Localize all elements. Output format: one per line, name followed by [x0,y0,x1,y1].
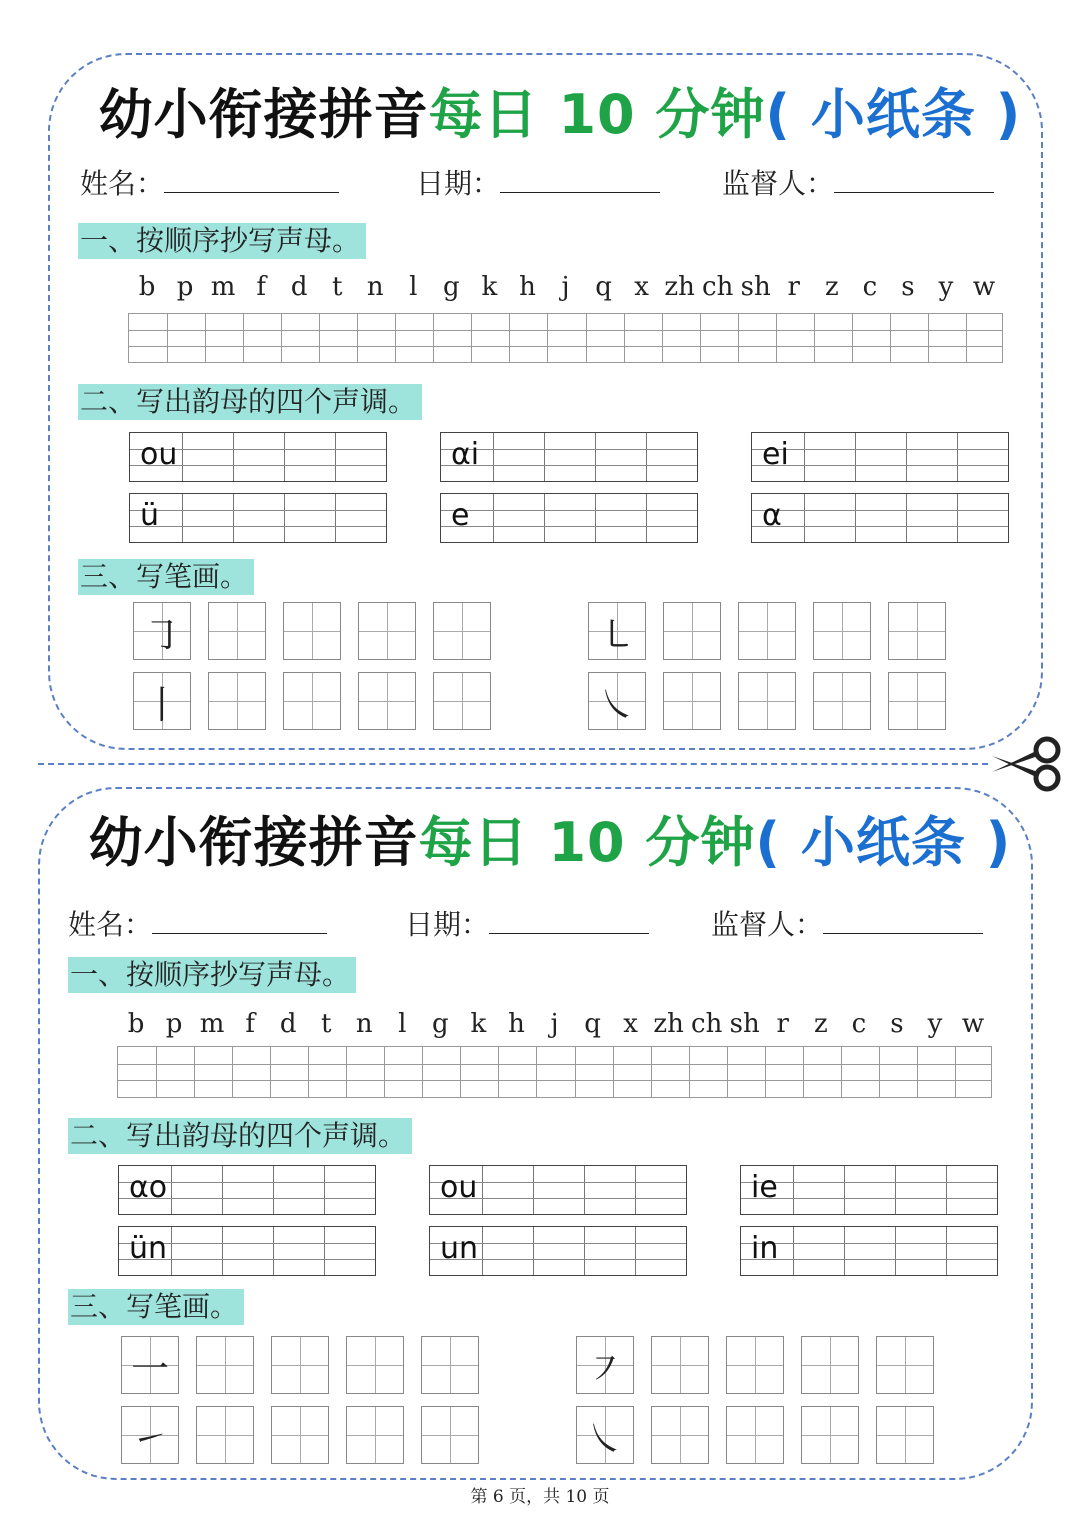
worksheet-title [40,72,1080,149]
date-field[interactable] [405,903,649,943]
vowel-tone-grid[interactable] [118,1226,376,1276]
stroke-practice-box[interactable] [888,602,946,660]
grid-column-line [793,1166,794,1214]
vowel-tone-grid[interactable] [118,1165,376,1215]
grid-column-line [284,433,285,481]
initials-row [117,1009,992,1041]
section-1-heading: 一、按顺序抄写声母。 [68,957,356,993]
title-part-3: ( 小纸条 ) [765,83,1022,146]
initial-letter: y [927,1009,943,1039]
grid-column-line [957,433,958,481]
initial-letter: g [432,1009,449,1039]
grid-column-line [222,1227,223,1275]
name-field[interactable] [80,162,339,202]
stroke-practice-box[interactable] [208,602,266,660]
name-blank[interactable] [164,190,339,193]
grid-column-line [536,1047,537,1097]
grid-column-line [222,1166,223,1214]
date-label: 日期： [405,908,490,941]
supervisor-field[interactable] [722,162,994,202]
vowel-tone-grid[interactable] [429,1226,687,1276]
stroke-practice-box[interactable] [876,1406,934,1464]
initial-letter: j [561,272,570,302]
grid-column-line [243,314,244,362]
stroke-practice-box[interactable] [346,1406,404,1464]
stroke-practice-box[interactable] [283,602,341,660]
grid-column-line [906,494,907,542]
grid-row-line [441,449,697,450]
stroke-practice-box[interactable] [208,672,266,730]
grid-column-line [776,314,777,362]
vowel-label: un [440,1231,479,1266]
vowel-label: ie [751,1170,778,1205]
initial-letter: zh [664,272,695,302]
initial-letter: l [398,1009,407,1039]
initial-letter: zh [653,1009,684,1039]
grid-row-line [741,1182,997,1183]
grid-column-line [498,1047,499,1097]
grid-column-line [804,433,805,481]
grid-column-line [357,314,358,362]
stroke-practice-box[interactable] [588,602,646,660]
stroke-practice-box[interactable] [358,602,416,660]
supervisor-label: 监督人： [722,167,835,200]
grid-column-line [493,494,494,542]
grid-row-line [752,465,1008,466]
vowel-tone-grid[interactable] [740,1226,998,1276]
grid-column-line [547,314,548,362]
section-1-heading: 一、按顺序抄写声母。 [78,223,366,259]
grid-column-line [493,433,494,481]
initials-writing-grid[interactable] [117,1046,992,1098]
initial-letter: ch [702,272,734,302]
grid-column-line [335,433,336,481]
date-blank[interactable] [500,190,660,193]
stroke-practice-box[interactable] [358,672,416,730]
stroke-practice-box[interactable] [813,602,871,660]
grid-column-line [841,1047,842,1097]
vowel-label: ou [140,437,178,472]
grid-column-line [793,1227,794,1275]
grid-column-line [346,1047,347,1097]
stroke-sample: 一 [130,1346,169,1391]
initial-letter: k [481,272,498,302]
grid-column-line [273,1166,274,1214]
stroke-practice-box[interactable] [588,672,646,730]
initial-letter: n [366,272,384,302]
stroke-practice-box[interactable] [651,1406,709,1464]
stroke-practice-box[interactable] [663,672,721,730]
initials-writing-grid[interactable] [128,313,1003,363]
stroke-practice-box[interactable] [433,672,491,730]
grid-column-line [384,1047,385,1097]
initial-letter: p [165,1009,183,1039]
grid-column-line [879,1047,880,1097]
grid-column-line [167,314,168,362]
grid-column-line [584,1227,585,1275]
grid-column-line [906,433,907,481]
section-3-heading: 三、写笔画。 [78,559,254,595]
stroke-practice-box[interactable] [576,1336,634,1394]
grid-column-line [844,1166,845,1214]
grid-column-line [284,494,285,542]
initial-letter: z [824,272,839,302]
stroke-practice-box[interactable] [421,1406,479,1464]
date-field[interactable] [416,162,660,202]
grid-column-line [281,314,282,362]
grid-column-line [308,1047,309,1097]
stroke-sample: ㇏ [597,682,636,727]
initial-letter: b [138,272,156,302]
grid-column-line [319,314,320,362]
grid-column-line [595,494,596,542]
initial-letter: ch [691,1009,723,1039]
grid-column-line [803,1047,804,1097]
stroke-practice-box[interactable] [133,602,191,660]
grid-column-line [635,1166,636,1214]
vowel-label: e [451,498,470,533]
grid-column-line [482,1166,483,1214]
grid-column-line [584,1166,585,1214]
initial-letter: c [851,1009,867,1039]
initial-letter: r [776,1009,789,1039]
stroke-practice-box[interactable] [421,1336,479,1394]
initial-letter: n [355,1009,373,1039]
stroke-practice-box[interactable] [271,1336,329,1394]
grid-column-line [156,1047,157,1097]
grid-column-line [814,314,815,362]
vowel-tone-grid[interactable] [751,493,1009,543]
vowel-label: ün [129,1231,168,1266]
grid-column-line [890,314,891,362]
initial-letter: w [961,1009,985,1039]
grid-column-line [471,314,472,362]
initial-letter: t [332,272,343,302]
initial-letter: b [127,1009,145,1039]
grid-column-line [595,433,596,481]
grid-column-line [917,1047,918,1097]
grid-column-line [765,1047,766,1097]
vowel-tone-grid[interactable] [429,1165,687,1215]
grid-column-line [544,433,545,481]
grid-column-line [624,314,625,362]
grid-column-line [586,314,587,362]
grid-row-line [130,526,386,527]
grid-column-line [509,314,510,362]
stroke-sample: ㇀ [130,1416,169,1461]
vowel-label: in [751,1231,779,1266]
stroke-sample: ㇇ [585,1346,624,1391]
grid-column-line [928,314,929,362]
grid-column-line [855,433,856,481]
grid-column-line [544,494,545,542]
grid-row-line [441,465,697,466]
supervisor-blank[interactable] [823,931,983,934]
stroke-practice-box[interactable] [801,1406,859,1464]
initial-letter: h [508,1009,525,1039]
initial-letter: r [787,272,800,302]
grid-column-line [270,1047,271,1097]
stroke-practice-box[interactable] [283,672,341,730]
initial-letter: d [290,272,308,302]
name-label: 姓名： [68,908,153,941]
stroke-practice-box[interactable] [133,672,191,730]
grid-column-line [182,494,183,542]
grid-column-line [727,1047,728,1097]
initial-letter: p [176,272,194,302]
stroke-practice-box[interactable] [813,672,871,730]
vowel-label: αo [129,1170,168,1205]
vowel-tone-grid[interactable] [440,493,698,543]
stroke-practice-box[interactable] [196,1406,254,1464]
cut-line [38,763,988,765]
grid-row-line [752,526,1008,527]
stroke-practice-box[interactable] [651,1336,709,1394]
title-part-3: ( 小纸条 ) [755,811,1012,874]
stroke-practice-box[interactable] [433,602,491,660]
initial-letter: k [470,1009,487,1039]
vowel-label: α [762,498,782,533]
initial-letter: t [321,1009,332,1039]
stroke-practice-box[interactable] [663,602,721,660]
grid-column-line [646,433,647,481]
initial-letter: w [972,272,996,302]
grid-column-line [171,1166,172,1214]
stroke-practice-box[interactable] [726,1406,784,1464]
initial-letter: c [862,272,878,302]
grid-column-line [635,1227,636,1275]
grid-column-line [273,1227,274,1275]
vowel-tone-grid[interactable] [751,432,1009,482]
initial-letter: y [938,272,954,302]
title-part-1: 幼小衔接拼音 [98,83,429,146]
vowel-tone-grid[interactable] [440,432,698,482]
grid-column-line [844,1227,845,1275]
name-blank[interactable] [152,931,327,934]
initial-letter: q [584,1009,601,1039]
stroke-practice-box[interactable] [726,1336,784,1394]
grid-column-line [957,494,958,542]
grid-column-line [533,1227,534,1275]
initial-letter: l [409,272,418,302]
vowel-label: ei [762,437,789,472]
grid-column-line [335,494,336,542]
grid-column-line [946,1227,947,1275]
grid-column-line [855,494,856,542]
stroke-practice-box[interactable] [121,1406,179,1464]
grid-column-line [613,1047,614,1097]
grid-column-line [233,494,234,542]
grid-row-line [118,1064,991,1065]
grid-column-line [651,1047,652,1097]
supervisor-label: 监督人： [711,908,824,941]
grid-column-line [689,1047,690,1097]
grid-column-line [232,1047,233,1097]
grid-column-line [395,314,396,362]
vowel-label: ü [140,498,160,533]
grid-column-line [646,494,647,542]
grid-column-line [482,1227,483,1275]
grid-column-line [700,314,701,362]
supervisor-blank[interactable] [834,190,994,193]
grid-column-line [460,1047,461,1097]
grid-row-line [129,330,1002,331]
date-label: 日期： [416,167,501,200]
title-part-2: 每日 10 分钟 [418,811,756,874]
initial-letter: m [210,272,236,302]
grid-row-line [741,1198,997,1199]
initial-letter: g [443,272,460,302]
initial-letter: h [519,272,536,302]
grid-row-line [741,1259,997,1260]
worksheet-title-bottom [20,800,1080,877]
grid-column-line [955,1047,956,1097]
title-part-2: 每日 10 分钟 [428,83,766,146]
stroke-practice-box[interactable] [888,672,946,730]
stroke-practice-box[interactable] [738,602,796,660]
stroke-practice-box[interactable] [121,1336,179,1394]
grid-column-line [324,1227,325,1275]
grid-column-line [895,1227,896,1275]
initial-letter: s [901,272,915,302]
grid-row-line [118,1080,991,1081]
initial-letter: m [199,1009,225,1039]
stroke-sample: 丨 [142,682,181,727]
scissors-icon [990,736,1064,792]
initial-letter: x [634,272,649,302]
title-part-1: 幼小衔接拼音 [88,811,419,874]
grid-row-line [129,346,1002,347]
initial-letter: q [595,272,612,302]
grid-column-line [804,494,805,542]
grid-row-line [752,449,1008,450]
stroke-practice-box[interactable] [196,1336,254,1394]
section-3-heading: 三、写笔画。 [68,1289,244,1325]
grid-row-line [752,510,1008,511]
grid-column-line [324,1166,325,1214]
grid-column-line [575,1047,576,1097]
stroke-practice-box[interactable] [801,1336,859,1394]
stroke-practice-box[interactable] [876,1336,934,1394]
initial-letter: j [550,1009,559,1039]
supervisor-field[interactable] [711,903,983,943]
initial-letter: x [623,1009,638,1039]
grid-row-line [130,510,386,511]
initials-row [128,272,1003,304]
grid-column-line [205,314,206,362]
initial-letter: f [256,272,266,302]
stroke-practice-box[interactable] [738,672,796,730]
grid-column-line [422,1047,423,1097]
grid-column-line [895,1166,896,1214]
grid-column-line [171,1227,172,1275]
vowel-tone-grid[interactable] [129,493,387,543]
grid-row-line [441,510,697,511]
stroke-sample: ㇆ [142,612,181,657]
stroke-sample: ㇏ [585,1416,624,1461]
grid-column-line [662,314,663,362]
initial-letter: s [890,1009,904,1039]
grid-column-line [852,314,853,362]
section-2-heading: 二、写出韵母的四个声调。 [78,384,422,420]
grid-column-line [182,433,183,481]
vowel-tone-grid[interactable] [740,1165,998,1215]
grid-column-line [966,314,967,362]
page-number: 第 6 页，共 10 页 [470,1487,610,1507]
vowel-label: ou [440,1170,478,1205]
name-label: 姓名： [80,167,165,200]
grid-row-line [741,1243,997,1244]
initial-letter: z [813,1009,828,1039]
stroke-sample: ㇄ [597,612,636,657]
grid-column-line [738,314,739,362]
grid-row-line [441,526,697,527]
grid-column-line [194,1047,195,1097]
grid-column-line [433,314,434,362]
grid-column-line [533,1166,534,1214]
section-2-heading: 二、写出韵母的四个声调。 [68,1118,412,1154]
stroke-practice-box[interactable] [271,1406,329,1464]
initial-letter: sh [729,1009,760,1039]
vowel-tone-grid[interactable] [129,432,387,482]
date-blank[interactable] [489,931,649,934]
name-field[interactable] [68,903,327,943]
vowel-label: αi [451,437,480,472]
stroke-practice-box[interactable] [346,1336,404,1394]
stroke-practice-box[interactable] [576,1406,634,1464]
initial-letter: sh [740,272,771,302]
grid-column-line [946,1166,947,1214]
initial-letter: d [279,1009,297,1039]
grid-column-line [233,433,234,481]
initial-letter: f [245,1009,255,1039]
